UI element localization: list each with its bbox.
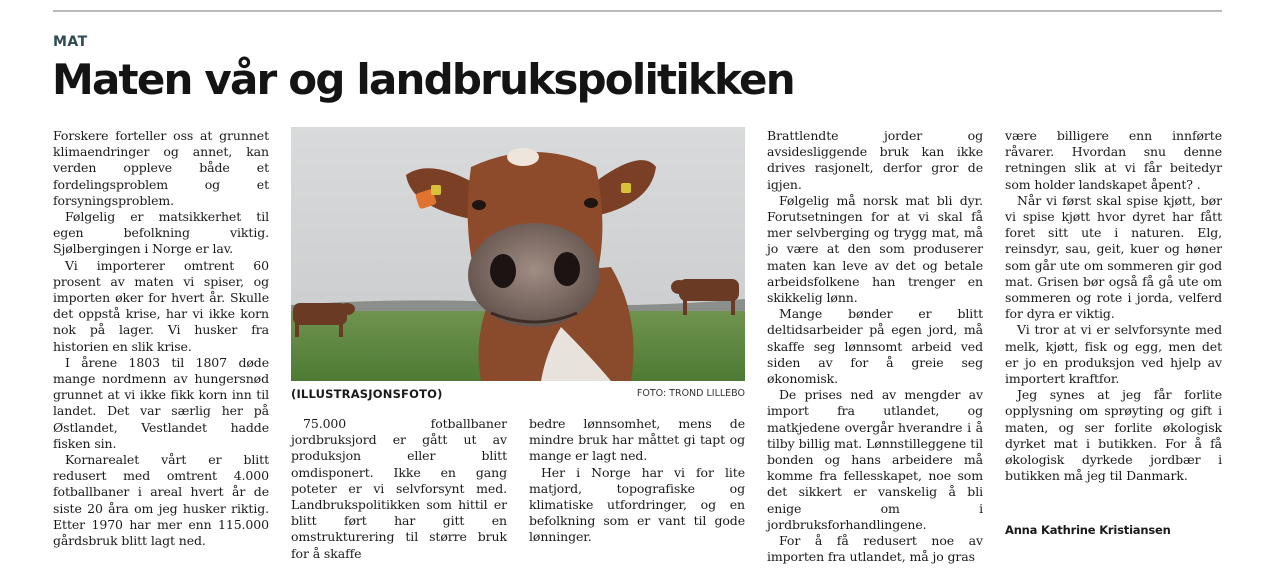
paragraph: Her i Norge har vi for lite matjord, topografiske og klimatiske utfordringer, og en befolkning som er vant til gode lønninger.: [529, 464, 745, 545]
paragraph: bedre lønnsomhet, mens de mindre bruk har måttet gi tapt og mange er lagt ned.: [529, 416, 745, 464]
section-label: MAT: [53, 34, 88, 50]
article-column-4: [767, 128, 983, 565]
paragraph: Følgelig må norsk mat bli dyr. Forutsetningen for at vi skal få mer selvberging og trygg mat, må jo være at den som produserer maten kan leve av det og betale arbeidsfolkene han trenger en skikkelig lønn.: [767, 192, 983, 306]
paragraph: Når vi først skal spise kjøtt, bør vi spise kjøtt hvor dyret har fått foret sitt ute i naturen. Elg, reinsdyr, sau, geit, kuer og høner som går ute om sommeren gir god mat. Grisen bør også få gå ute om sommeren og rote i jorda, velferd for dyra er viktig.: [1005, 192, 1222, 322]
paragraph: Jeg synes at jeg får forlite opplysning om sprøyting og gift i maten, og ser forlite økologisk dyrket mat i butikken. For å få økologisk dyrkede jordbær i butikken må jeg til Danmark.: [1005, 387, 1222, 484]
paragraph: Kornarealet vårt er blitt redusert med omtrent 4.000 fotballbaner i areal hvert år de siste 20 åra om jeg husker riktig. Etter 1970 har mer enn 115.000 gårdsbruk blitt lagt ned.: [53, 452, 269, 549]
paragraph: Forskere forteller oss at grunnet klimaendringer og annet, kan verden oppleve både et fordelingsproblem og et forsyningsproblem.: [53, 128, 269, 208]
paragraph: Vi importerer omtrent 60 prosent av maten vi spiser, og importen øker for hvert år. Skulle det oppstå krise, har vi ikke korn nok på lager. Vi husker fra historien en slik krise.: [53, 257, 269, 354]
photo-caption: (ILLUSTRASJONSFOTO): [291, 387, 443, 401]
article-column-5: [1005, 128, 1222, 484]
paragraph: De prises ned av mengder av import fra utlandet, og matkjedene overgår hverandre i å tilby billig mat. Lønnstilleggene til bonden og hans arbeidere må komme fra fellesskapet, noe som det sikkert er vanskelig å bli enige om i jordbruksforhandlingene.: [767, 387, 983, 532]
cow-photo: [291, 127, 745, 381]
paragraph: Brattlendte jorder og avsidesliggende bruk kan ikke drives rasjonelt, derfor gror de igjen.: [767, 128, 983, 192]
paragraph: 75.000 fotballbaner jordbruksjord er gått ut av produksjon eller blitt omdisponert. Ikke en gang poteter er vi selvforsynt med. Landbrukspolitikken som hittil er blitt ført har gitt en omstrukturering til større bruk for å skaffe: [291, 416, 507, 561]
paragraph: Mange bønder er blitt deltidsarbeider på egen jord, må skaffe seg lønnsomt arbeid ved siden av for å greie seg økonomisk.: [767, 306, 983, 387]
author-byline: Anna Kathrine Kristiansen: [1005, 523, 1171, 537]
top-rule: [53, 10, 1222, 12]
article-column-3: [529, 416, 745, 546]
paragraph: Vi tror at vi er selvforsynte med melk, kjøtt, fisk og egg, men det er jo en produksjon ved hjelp av importert kraftfor.: [1005, 322, 1222, 387]
article-column-2: [291, 416, 507, 562]
paragraph: I årene 1803 til 1807 døde mange nordmenn av hungersnød grunnet at vi ikke fikk korn inn til landet. Det var særlig her på Østlandet, Vestlandet hadde fisken sin.: [53, 354, 269, 451]
paragraph: Følgelig er matsikkerhet til egen befolkning viktig. Sjølbergingen i Norge er lav.: [53, 209, 269, 257]
paragraph: være billigere enn innførte råvarer. Hvordan snu denne retningen slik at vi får beitedyr som holder landskapet åpent? .: [1005, 128, 1222, 192]
paragraph: For å få redusert noe av importen fra utlandet, må jo gras: [767, 533, 983, 565]
photo-credit: FOTO: TROND LILLEBO: [636, 388, 745, 399]
article-column-1: [53, 128, 269, 549]
headline: Maten vår og landbrukspolitikken: [52, 55, 794, 104]
